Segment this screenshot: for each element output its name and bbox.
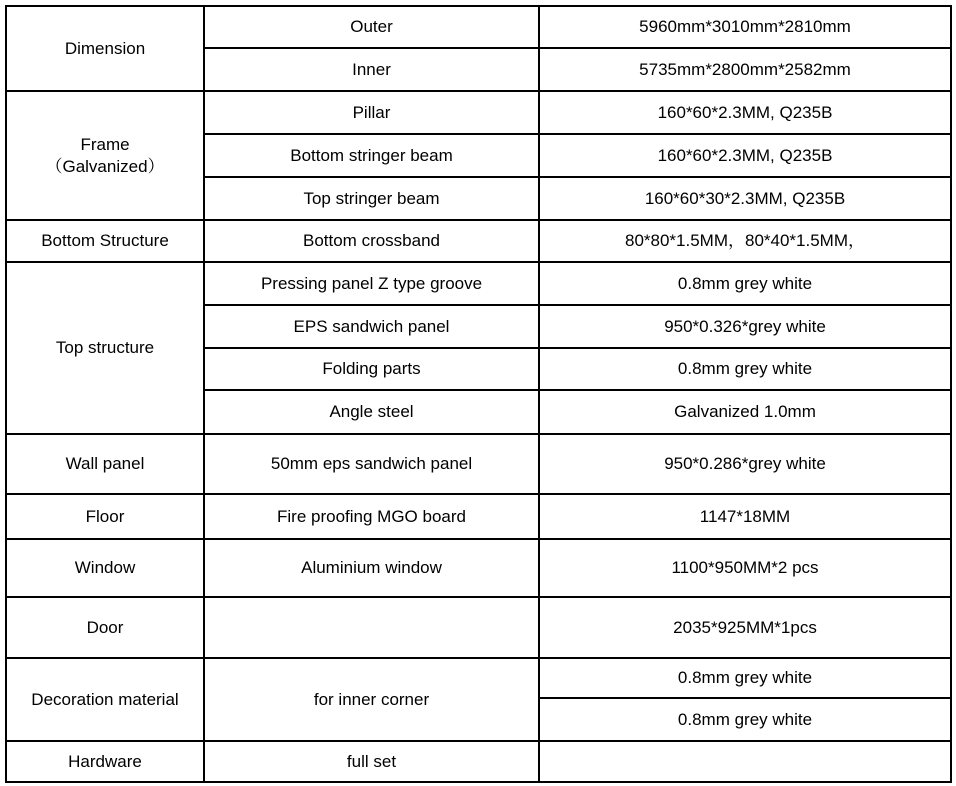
item-cell: Angle steel <box>204 390 539 434</box>
spec-cell: 1100*950MM*2 pcs <box>539 539 951 597</box>
spec-cell: 2035*925MM*1pcs <box>539 597 951 658</box>
category-frame-line2: （Galvanized） <box>45 156 165 176</box>
item-cell <box>204 597 539 658</box>
item-cell: Fire proofing MGO board <box>204 494 539 539</box>
spec-cell: 5960mm*3010mm*2810mm <box>539 6 951 48</box>
specification-table <box>5 5 952 783</box>
spec-cell: 80*80*1.5MM，80*40*1.5MM， <box>539 220 951 262</box>
spec-cell: 950*0.326*grey white <box>539 305 951 348</box>
category-top-structure: Top structure <box>6 262 204 434</box>
category-decoration-material: Decoration material <box>6 658 204 741</box>
table-row <box>6 539 951 597</box>
spec-cell: Galvanized 1.0mm <box>539 390 951 434</box>
item-cell: Inner <box>204 48 539 91</box>
spec-cell: 950*0.286*grey white <box>539 434 951 494</box>
item-cell: 50mm eps sandwich panel <box>204 434 539 494</box>
item-cell: Bottom stringer beam <box>204 134 539 177</box>
category-wall-panel: Wall panel <box>6 434 204 494</box>
item-cell: Folding parts <box>204 348 539 390</box>
spec-cell <box>539 741 951 782</box>
item-cell: EPS sandwich panel <box>204 305 539 348</box>
table-row <box>6 6 951 48</box>
spec-cell: 1147*18MM <box>539 494 951 539</box>
category-floor: Floor <box>6 494 204 539</box>
table-row <box>6 262 951 305</box>
spec-cell: 160*60*2.3MM, Q235B <box>539 91 951 134</box>
item-cell: full set <box>204 741 539 782</box>
item-cell: Top stringer beam <box>204 177 539 220</box>
category-hardware: Hardware <box>6 741 204 782</box>
category-door: Door <box>6 597 204 658</box>
spec-cell: 5735mm*2800mm*2582mm <box>539 48 951 91</box>
item-cell: Outer <box>204 6 539 48</box>
table-row <box>6 741 951 782</box>
spec-cell: 160*60*30*2.3MM, Q235B <box>539 177 951 220</box>
item-cell: Pillar <box>204 91 539 134</box>
category-window: Window <box>6 539 204 597</box>
table-row <box>6 494 951 539</box>
category-bottom-structure: Bottom Structure <box>6 220 204 262</box>
table-row <box>6 220 951 262</box>
table-row <box>6 434 951 494</box>
item-cell: Aluminium window <box>204 539 539 597</box>
category-dimension: Dimension <box>6 6 204 91</box>
table-row <box>6 597 951 658</box>
spec-cell: 0.8mm grey white <box>539 698 951 741</box>
item-cell: Pressing panel Z type groove <box>204 262 539 305</box>
category-frame-line1: Frame <box>80 134 130 154</box>
spec-cell: 0.8mm grey white <box>539 348 951 390</box>
table-row <box>6 658 951 698</box>
spec-cell: 0.8mm grey white <box>539 262 951 305</box>
spec-cell: 160*60*2.3MM, Q235B <box>539 134 951 177</box>
item-cell: for inner corner <box>204 658 539 741</box>
item-cell: Bottom crossband <box>204 220 539 262</box>
table-row <box>6 91 951 134</box>
category-frame <box>6 91 204 220</box>
spec-cell: 0.8mm grey white <box>539 658 951 698</box>
